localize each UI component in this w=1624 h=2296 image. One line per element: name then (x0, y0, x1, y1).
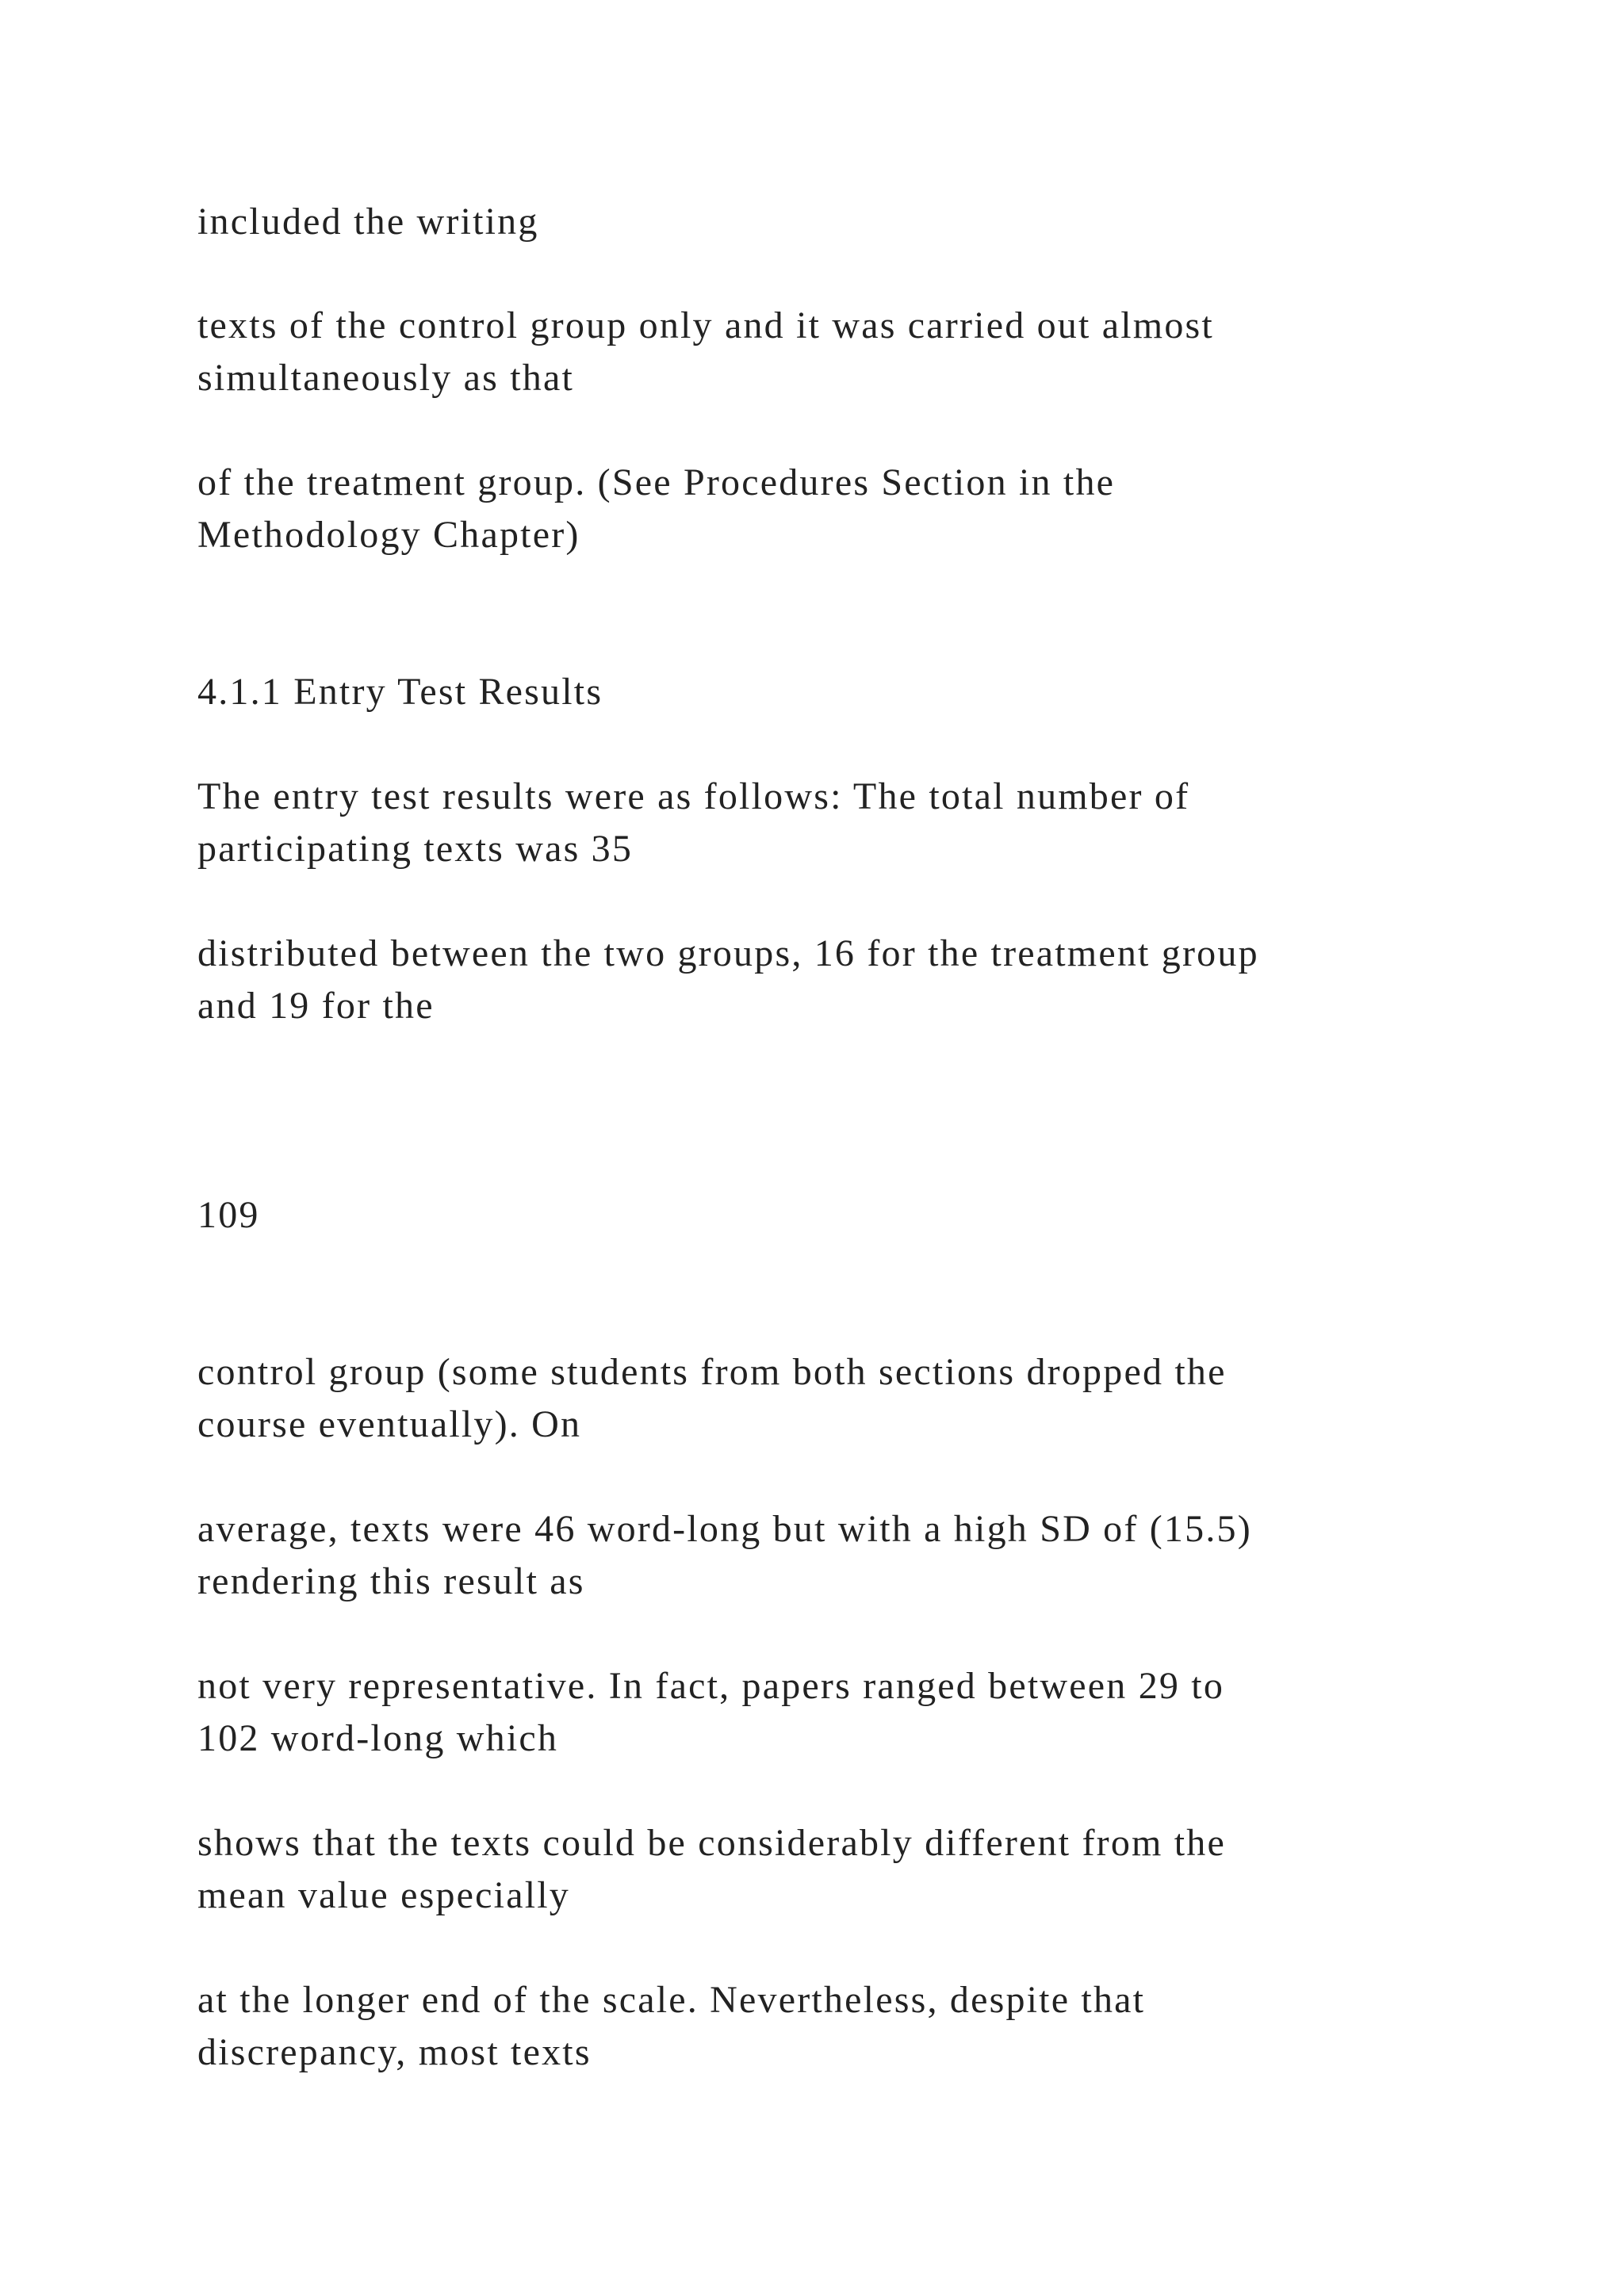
text-line: course eventually). On (197, 1403, 582, 1445)
page-number (197, 1189, 260, 1242)
text-line: average, texts were 46 word-long but with a high SD of (15.5) (197, 1508, 1252, 1550)
paragraph-average-length (197, 1503, 1252, 1608)
text-line: Methodology Chapter) (197, 514, 580, 556)
text-line: distributed between the two groups, 16 for the treatment group (197, 932, 1259, 974)
text-fragment-included-writing (197, 196, 539, 248)
paragraph-word-range (197, 1660, 1224, 1765)
paragraph-group-distribution (197, 928, 1259, 1032)
text-line: of the treatment group. (See Procedures Section in the (197, 461, 1116, 503)
text-line: not very representative. In fact, papers ranged between 29 to (197, 1665, 1225, 1707)
text-line: texts of the control group only and it was carried out almost (197, 304, 1214, 346)
heading-text: 4.1.1 Entry Test Results (197, 671, 603, 713)
paragraph-mean-value (197, 1817, 1226, 1922)
text-line: included the writing (197, 201, 539, 243)
paragraph-treatment-group-reference (197, 457, 1115, 561)
text-line: The entry test results were as follows: The total number of (197, 775, 1190, 817)
page-number-text: 109 (197, 1194, 260, 1236)
paragraph-longer-end (197, 1974, 1145, 2079)
paragraph-control-group-texts (197, 300, 1214, 404)
text-line: at the longer end of the scale. Nevertheless, despite that (197, 1979, 1146, 2021)
text-line: 102 word-long which (197, 1717, 559, 1759)
text-line: simultaneously as that (197, 357, 575, 399)
text-line: shows that the texts could be considerably different from the (197, 1822, 1227, 1864)
text-line: control group (some students from both sections dropped the (197, 1351, 1227, 1393)
text-line: rendering this result as (197, 1560, 585, 1602)
section-heading (197, 666, 603, 718)
paragraph-entry-test-results (197, 771, 1189, 875)
paragraph-course-dropouts (197, 1346, 1227, 1451)
text-line: participating texts was 35 (197, 828, 634, 870)
text-line: discrepancy, most texts (197, 2031, 592, 2073)
text-line: mean value especially (197, 1874, 570, 1916)
text-line: and 19 for the (197, 985, 435, 1027)
